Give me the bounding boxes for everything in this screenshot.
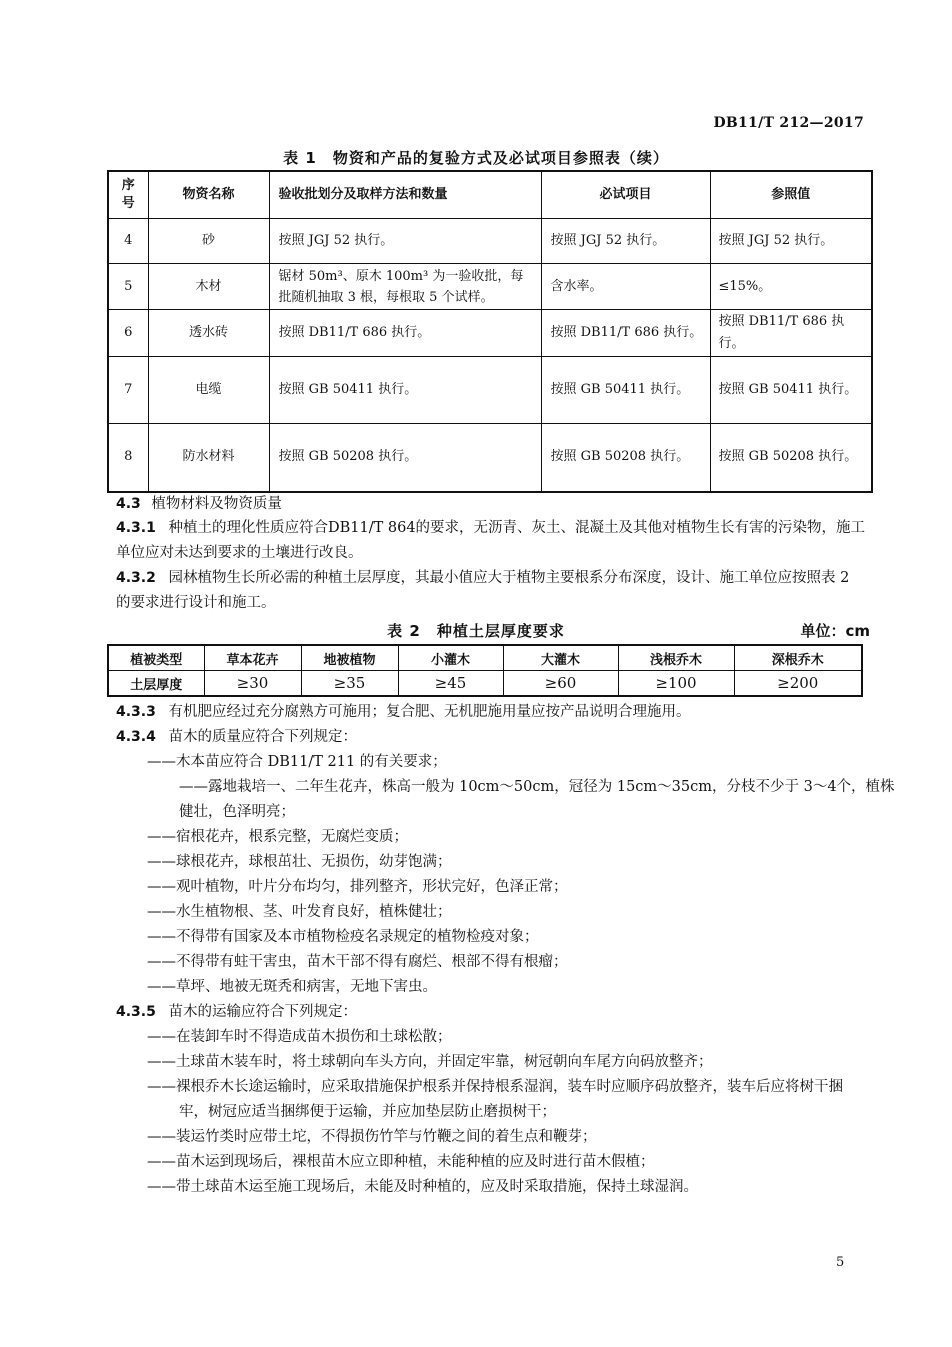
table-cell: 按照 GB 50411 执行。 bbox=[710, 357, 872, 424]
clause-4-3-1 bbox=[116, 516, 866, 566]
table1-caption: 表 1 物资和产品的复验方式及必试项目参照表（续） bbox=[283, 149, 669, 167]
clause-text: 种植土的理化性质应符合DB11/T 864的要求，无沥青、灰土、混凝土及其他对植物生长有害的污染物，施工单位应对未达到要求的土壤进行改良。 bbox=[116, 520, 866, 561]
section-4-3-heading bbox=[116, 492, 282, 517]
table2 bbox=[107, 644, 863, 697]
clause-4-3-2 bbox=[116, 566, 866, 616]
clause-text: 苗木的运输应符合下列规定： bbox=[168, 1004, 357, 1020]
clause-number: 4.3.5 bbox=[116, 1004, 156, 1020]
table-cell: 木材 bbox=[148, 264, 269, 310]
list-item: ——水生植物根、茎、叶发育良好，植株健壮； bbox=[147, 904, 452, 920]
table-cell: 透水砖 bbox=[148, 310, 269, 357]
clause-number: 4.3.4 bbox=[116, 729, 156, 745]
table-cell: ≥45 bbox=[398, 671, 503, 697]
table-cell: 电缆 bbox=[148, 357, 269, 424]
table1-header-name: 物资名称 bbox=[148, 171, 269, 219]
list-item: ——草坪、地被无斑秃和病害，无地下害虫。 bbox=[147, 979, 437, 995]
list-item: ——宿根花卉，根系完整，无腐烂变质； bbox=[147, 829, 408, 845]
table1-header-reference: 参照值 bbox=[710, 171, 872, 219]
list-item: ——观叶植物，叶片分布均匀，排列整齐，形状完好，色泽正常； bbox=[147, 879, 568, 895]
clause-number: 4.3.3 bbox=[116, 704, 156, 720]
table1-header-seq: 序号 bbox=[108, 171, 148, 219]
clause-4-3-5 bbox=[116, 1000, 866, 1025]
table-cell: 按照 DB11/T 686 执行。 bbox=[710, 310, 872, 357]
table-cell: ≥200 bbox=[734, 671, 862, 697]
table2-header-cell: 小灌木 bbox=[398, 645, 503, 671]
list-item: ——带土球苗木运至施工现场后，未能及时种植的，应及时采取措施，保持土球湿润。 bbox=[147, 1179, 698, 1195]
clause-number: 4.3.1 bbox=[116, 520, 156, 536]
table1-header-method: 验收批划分及取样方法和数量 bbox=[269, 171, 541, 219]
table-cell: 锯材 50m³、原木 100m³ 为一验收批，每批随机抽取 3 根，每根取 5 个试样。 bbox=[269, 264, 541, 310]
table-cell: 按照 GB 50208 执行。 bbox=[541, 424, 710, 492]
clause-text: 园林植物生长所必需的种植土层厚度，其最小值应大于植物主要根系分布深度，设计、施工单位应按照表 2 的要求进行设计和施工。 bbox=[116, 570, 850, 611]
table-cell: ≥60 bbox=[503, 671, 618, 697]
table-cell: 按照 GB 50208 执行。 bbox=[269, 424, 541, 492]
list-item: ——装运竹类时应带土坨，不得损伤竹竿与竹鞭之间的着生点和鞭芽； bbox=[147, 1129, 597, 1145]
page-number: 5 bbox=[836, 1255, 845, 1270]
table-cell: 含水率。 bbox=[541, 264, 710, 310]
table-cell: 按照 JGJ 52 执行。 bbox=[710, 219, 872, 264]
table2-unit: 单位：cm bbox=[800, 622, 870, 640]
table-cell: ≤15%。 bbox=[710, 264, 872, 310]
table1 bbox=[107, 170, 873, 493]
table1-header-test: 必试项目 bbox=[541, 171, 710, 219]
table-cell: 按照 GB 50208 执行。 bbox=[710, 424, 872, 492]
clause-text: 有机肥应经过充分腐熟方可施用；复合肥、无机肥施用量应按产品说明合理施用。 bbox=[168, 704, 691, 720]
section-title: 植物材料及物资质量 bbox=[151, 496, 282, 512]
list-item: ——木本苗应符合 DB11/T 211 的有关要求； bbox=[147, 754, 447, 770]
table-row bbox=[108, 671, 862, 697]
table-row bbox=[108, 219, 872, 264]
table2-header-cell: 植被类型 bbox=[108, 645, 204, 671]
table2-header-cell: 浅根乔木 bbox=[618, 645, 734, 671]
table-cell: 按照 DB11/T 686 执行。 bbox=[269, 310, 541, 357]
table-cell: 6 bbox=[108, 310, 148, 357]
list-item-text: ——露地栽培一、二年生花卉，株高一般为 10cm～50cm，冠径为 15cm～35cm，分枝不少于 3～4个，植株健壮，色泽明亮； bbox=[179, 779, 895, 820]
table-cell: 防水材料 bbox=[148, 424, 269, 492]
clause-4-3-3 bbox=[116, 700, 866, 725]
table2-row-label: 土层厚度 bbox=[108, 671, 204, 697]
list-item: ——不得带有蛀干害虫，苗木干部不得有腐烂、根部不得有根瘤； bbox=[147, 954, 568, 970]
clause-4-3-4 bbox=[116, 725, 866, 750]
table-cell: 按照 JGJ 52 执行。 bbox=[269, 219, 541, 264]
list-item: ——在装卸车时不得造成苗木损伤和土球松散； bbox=[147, 1029, 452, 1045]
clause-number: 4.3.2 bbox=[116, 570, 156, 586]
table-row bbox=[108, 310, 872, 357]
list-item: ——裸根乔木长途运输时，应采取措施保护根系并保持根系湿润，装车时应顺序码放整齐，装车后应将树干捆牢，树冠应适当捆绑便于运输，并应加垫层防止磨损树干； bbox=[147, 1079, 843, 1120]
table-cell: ≥100 bbox=[618, 671, 734, 697]
list-item bbox=[147, 775, 895, 825]
table-row bbox=[108, 424, 872, 492]
document-code: DB11/T 212—2017 bbox=[713, 115, 864, 131]
table2-header-row bbox=[108, 645, 862, 671]
table-row bbox=[108, 357, 872, 424]
table2-caption: 表 2 种植土层厚度要求 bbox=[387, 622, 565, 640]
table-cell: 按照 GB 50411 执行。 bbox=[541, 357, 710, 424]
table-cell: 砂 bbox=[148, 219, 269, 264]
table-cell: ≥35 bbox=[301, 671, 398, 697]
list-item: ——不得带有国家及本市植物检疫名录规定的植物检疫对象； bbox=[147, 929, 539, 945]
section-number: 4.3 bbox=[116, 496, 141, 512]
list-item: ——苗木运到现场后，裸根苗木应立即种植，未能种植的应及时进行苗木假植； bbox=[147, 1154, 655, 1170]
table2-header-cell: 深根乔木 bbox=[734, 645, 862, 671]
table-cell: 按照 GB 50411 执行。 bbox=[269, 357, 541, 424]
table-cell: 5 bbox=[108, 264, 148, 310]
table2-header-cell: 地被植物 bbox=[301, 645, 398, 671]
table1-header-row bbox=[108, 171, 872, 219]
list-item: ——土球苗木装车时，将土球朝向车头方向，并固定牢靠，树冠朝向车尾方向码放整齐； bbox=[147, 1054, 713, 1070]
table2-header-cell: 草本花卉 bbox=[204, 645, 301, 671]
table-cell: 按照 JGJ 52 执行。 bbox=[541, 219, 710, 264]
table-cell: ≥30 bbox=[204, 671, 301, 697]
table-cell: 7 bbox=[108, 357, 148, 424]
table2-header-cell: 大灌木 bbox=[503, 645, 618, 671]
list-item: ——球根花卉，球根茁壮、无损伤，幼芽饱满； bbox=[147, 854, 452, 870]
clause-text: 苗木的质量应符合下列规定： bbox=[168, 729, 357, 745]
table-cell: 按照 DB11/T 686 执行。 bbox=[541, 310, 710, 357]
table-cell: 4 bbox=[108, 219, 148, 264]
table-row bbox=[108, 264, 872, 310]
table-cell: 8 bbox=[108, 424, 148, 492]
